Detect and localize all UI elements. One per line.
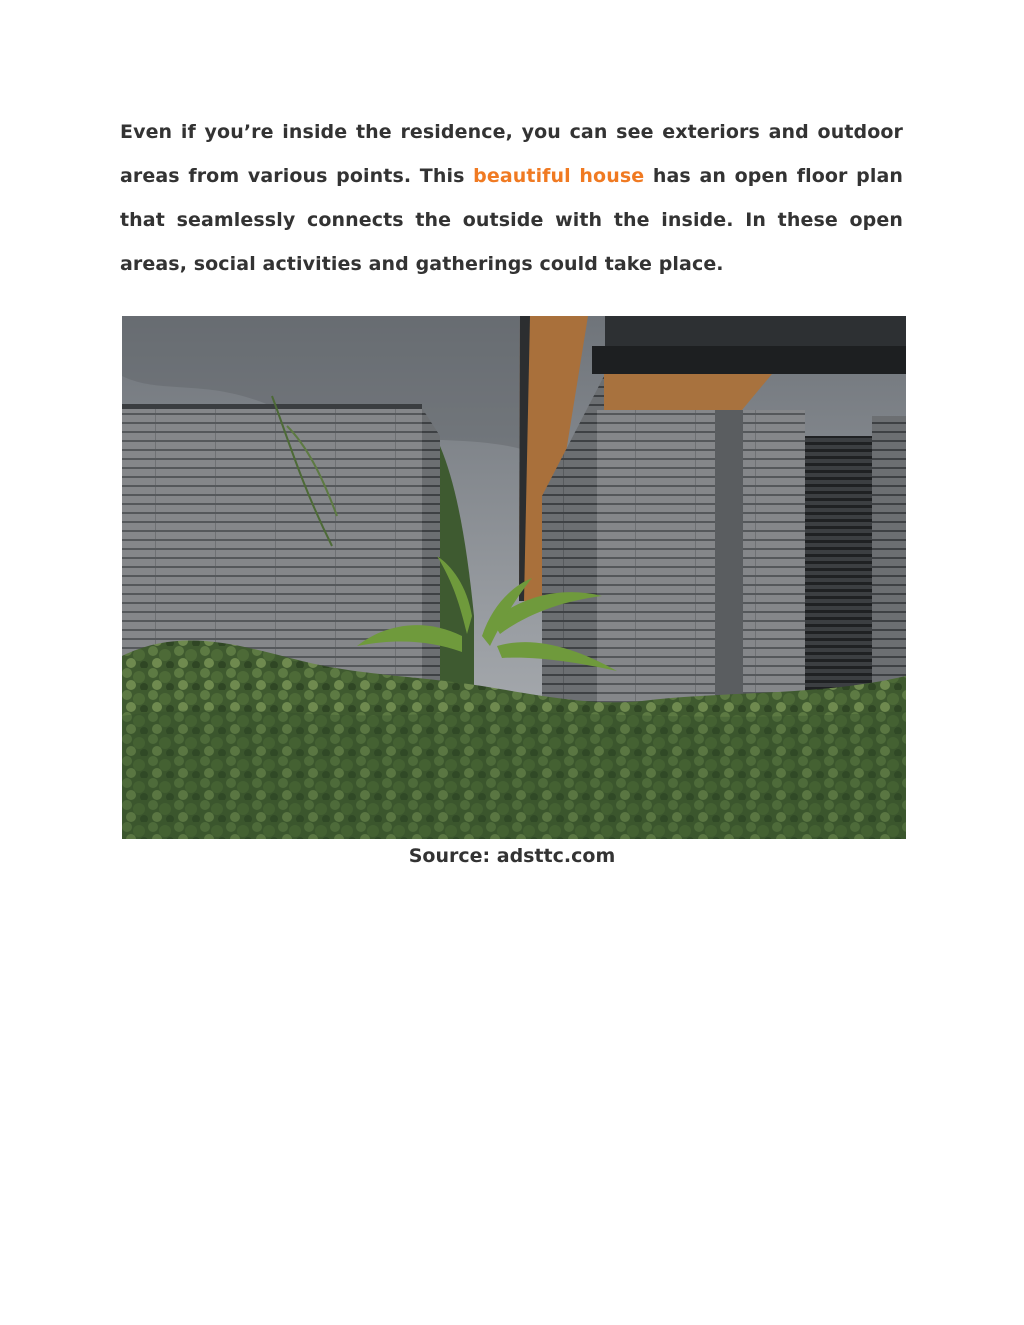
paragraph-text-start: Even if you’re inside the residence, you can see exteriors and outdoor areas from various points. This — [120, 121, 903, 187]
article-paragraph — [120, 110, 903, 286]
image-caption: Source: adsttc.com — [408, 845, 616, 867]
paragraph-text-end: has an open floor plan that seamlessly connects the outside with the inside. In these open areas, social activities and gatherings could take place. — [120, 165, 903, 275]
house-exterior-photo — [122, 316, 906, 839]
beautiful-house-link[interactable]: beautiful house — [473, 165, 645, 187]
